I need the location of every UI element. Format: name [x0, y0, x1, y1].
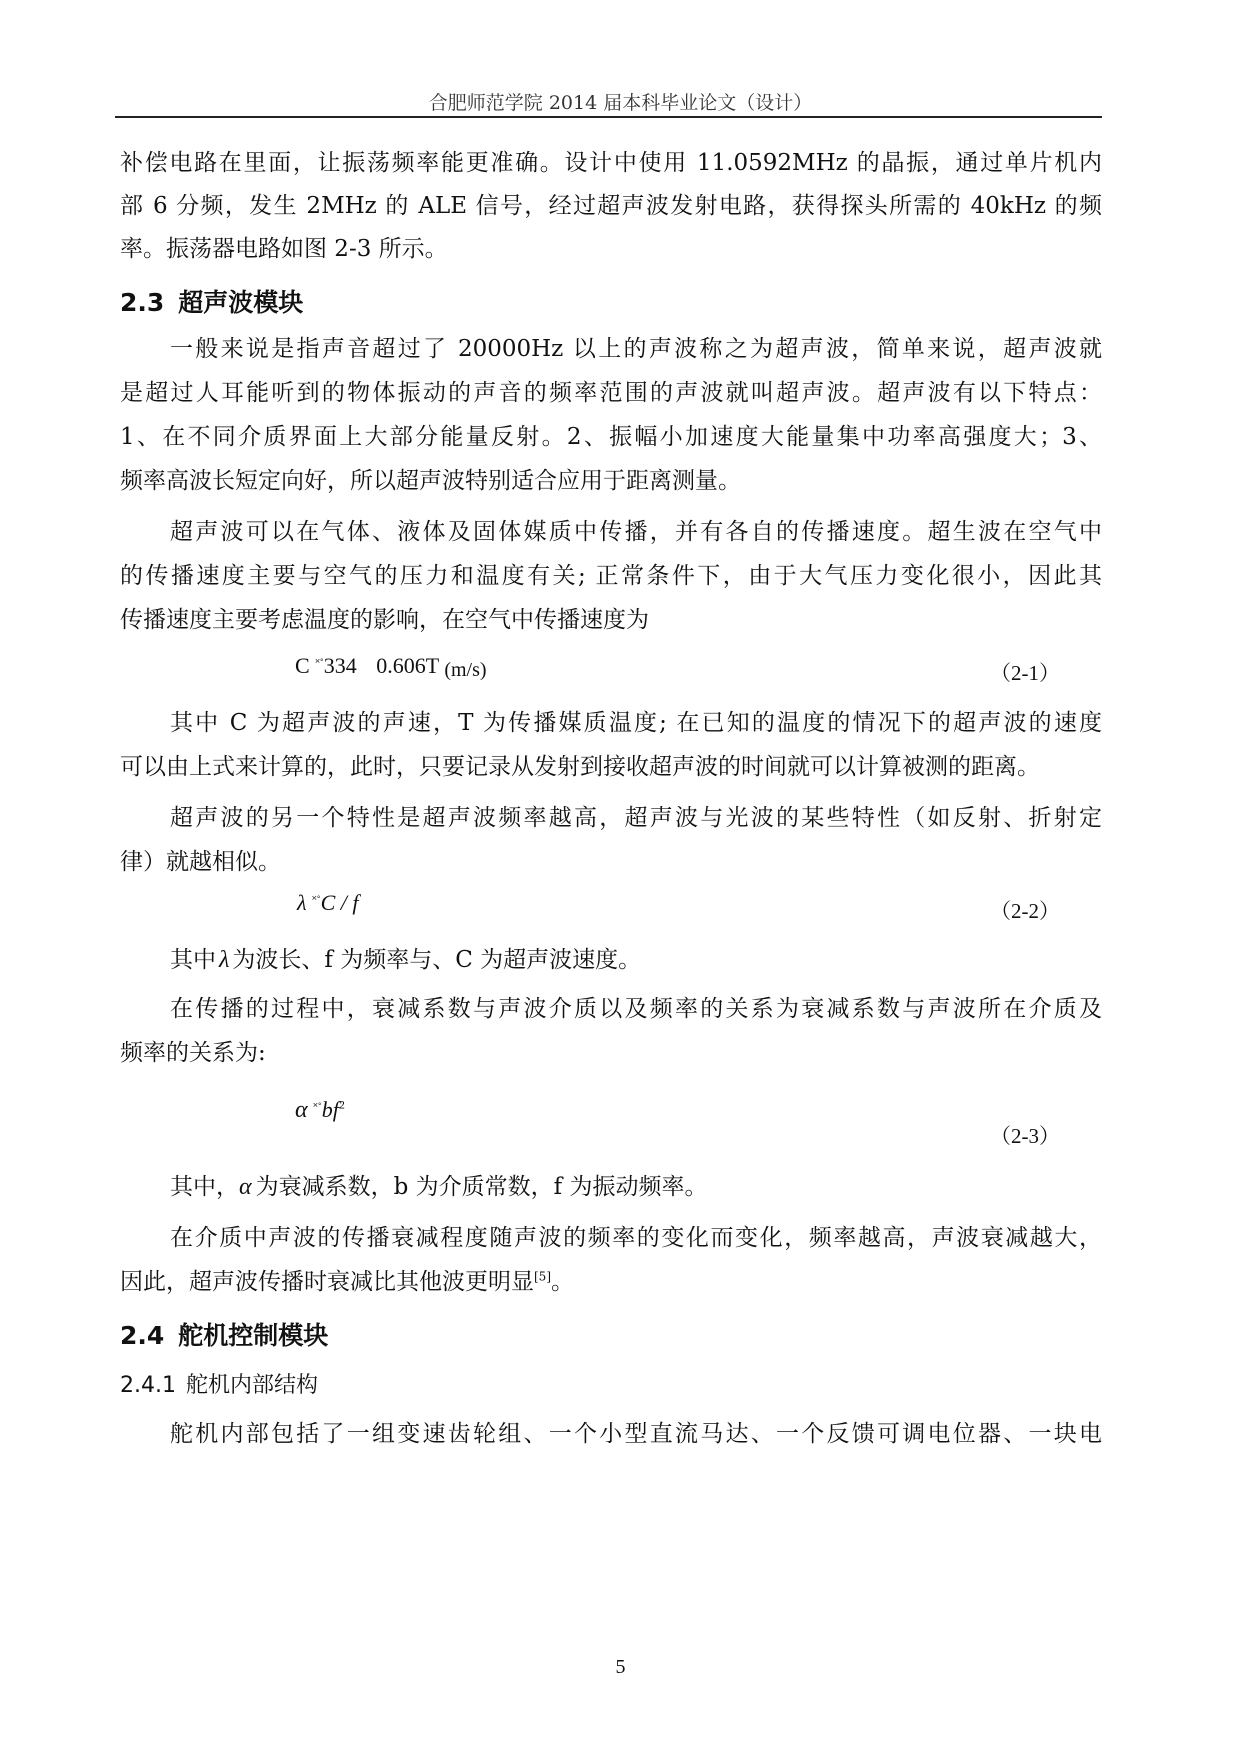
- paragraph-line: 1、在不同介质界面上大部分能量反射。2、振幅小加速度大能量集中功率高强度大；3、: [120, 424, 1102, 450]
- equation-number: （2-1）: [990, 661, 1060, 685]
- section-title: 舵机控制模块: [178, 1321, 329, 1350]
- paragraph-line: 的传播速度主要与空气的压力和温度有关; 正常条件下，由于大气压力变化很小，因此其: [120, 563, 1102, 589]
- paragraph-line: 其中 C 为超声波的声速，T 为传播媒质温度; 在已知的温度的情况下的超声波的速度: [170, 710, 1102, 736]
- subsection-number: 2.4.1: [120, 1373, 176, 1398]
- section-number: 2.3: [120, 288, 165, 317]
- equation-number: （2-2）: [990, 899, 1060, 923]
- text-span: 。: [551, 1269, 574, 1295]
- alpha-symbol: α: [239, 1174, 252, 1200]
- running-header: 合肥师范学院 2014 届本科毕业论文（设计）: [428, 92, 813, 114]
- lambda-symbol: λ: [219, 947, 230, 973]
- paragraph-line: [170, 941, 641, 974]
- paragraph-line: 传播速度主要考虑温度的影响，在空气中传播速度为: [120, 607, 649, 633]
- section-number: 2.4: [120, 1321, 165, 1350]
- citation-ref: [5]: [534, 1269, 551, 1284]
- text-span: 为波长、f 为频率与、C 为超声波速度。: [232, 947, 642, 973]
- paragraph-line: 补偿电路在里面，让振荡频率能更准确。设计中使用 11.0592MHz 的晶振，通过单片机内: [120, 150, 1102, 176]
- paragraph-line: [120, 1263, 574, 1296]
- eq-term: 334: [323, 653, 357, 678]
- eq-exponent: 2: [338, 1097, 345, 1112]
- paragraph-line: 超声波可以在气体、液体及固体媒质中传播，并有各自的传播速度。超生波在空气中: [170, 519, 1102, 545]
- paragraph-line: 在介质中声波的传播衰减程度随声波的频率的变化而变化，频率越高，声波衰减越大，: [170, 1225, 1102, 1251]
- text-span: 其中，: [170, 1174, 239, 1200]
- paragraph-line: 是超过人耳能听到的物体振动的声音的频率范围的声波就叫超声波。超声波有以下特点：: [120, 380, 1102, 406]
- paragraph-line: 率。振荡器电路如图 2-3 所示。: [120, 236, 448, 262]
- text-span: 为衰减系数，b 为介质常数，f 为振动频率。: [255, 1174, 708, 1200]
- eq-operator: ˟˚: [312, 893, 321, 907]
- text-span: 因此，超声波传播时衰减比其他波更明显: [120, 1269, 534, 1295]
- eq-operator: ˟˚: [313, 1100, 322, 1114]
- page-number: 5: [615, 1656, 626, 1678]
- subsection-title: 舵机内部结构: [185, 1373, 318, 1398]
- paragraph-line: 可以由上式来计算的，此时，只要记录从发射到接收超声波的时间就可以计算被测的距离。: [120, 754, 1040, 780]
- eq-symbol: λ: [297, 890, 307, 915]
- equation-2-3: [295, 1097, 345, 1124]
- section-heading-2-3: [120, 283, 303, 319]
- equation-2-2: [297, 890, 359, 916]
- eq-term: b: [321, 1097, 333, 1122]
- eq-term: C / f: [320, 890, 359, 915]
- subsection-heading-2-4-1: [120, 1368, 318, 1399]
- paragraph-line: 频率高波长短定向好，所以超声波特别适合应用于距离测量。: [120, 468, 741, 494]
- eq-term: 0.606T: [376, 653, 439, 678]
- section-heading-2-4: [120, 1316, 328, 1352]
- text-span: 其中: [170, 947, 216, 973]
- paragraph-line: 舵机内部包括了一组变速齿轮组、一个小型直流马达、一个反馈可调电位器、一块电: [170, 1421, 1102, 1447]
- eq-operator: ˟˚: [315, 656, 324, 670]
- equation-number: （2-3）: [990, 1124, 1060, 1148]
- eq-symbol: C: [295, 653, 310, 678]
- eq-symbol: α: [295, 1097, 308, 1123]
- paragraph-line: 部 6 分频，发生 2MHz 的 ALE 信号，经过超声波发射电路，获得探头所需的 40kHz 的频: [120, 193, 1102, 219]
- paragraph-line: 一般来说是指声音超过了 20000Hz 以上的声波称之为超声波，简单来说，超声波就: [170, 336, 1102, 362]
- paragraph-line: 在传播的过程中，衰减系数与声波介质以及频率的关系为衰减系数与声波所在介质及: [170, 996, 1102, 1022]
- paragraph-line: 超声波的另一个特性是超声波频率越高，超声波与光波的某些特性（如反射、折射定: [170, 805, 1102, 831]
- equation-2-1: [295, 653, 487, 682]
- paragraph-line: [170, 1168, 707, 1201]
- eq-unit: (m/s): [444, 659, 487, 681]
- header-rule: [115, 116, 1102, 118]
- paragraph-line: 频率的关系为:: [120, 1040, 266, 1066]
- eq-term: f: [332, 1097, 339, 1122]
- section-title: 超声波模块: [178, 288, 304, 317]
- paragraph-line: 律）就越相似。: [120, 849, 281, 875]
